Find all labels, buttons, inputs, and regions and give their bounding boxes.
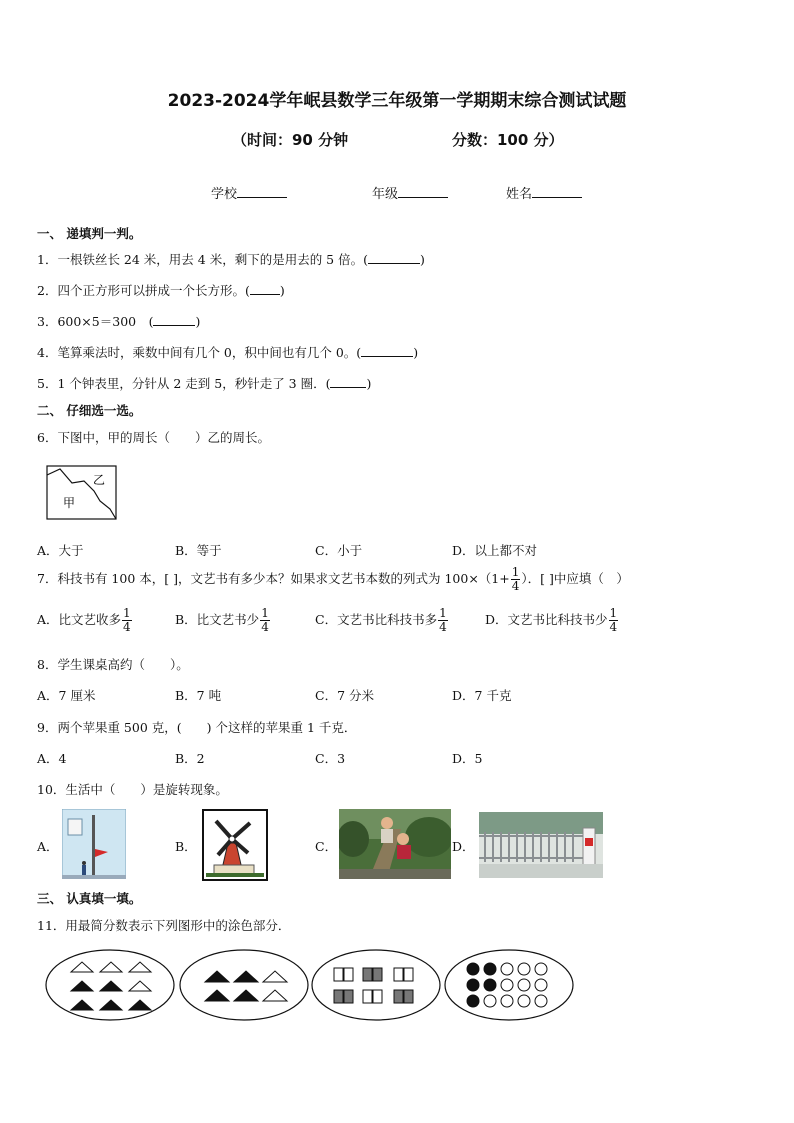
circles-figure [443,948,575,1022]
paren-close: ) [419,252,425,267]
q9-option-b[interactable]: B．2 [175,751,205,766]
school-blank[interactable] [237,185,287,198]
name-blank[interactable] [532,185,582,198]
q7-option-d[interactable]: D．文艺书比科技书少 $\frac{1}{4}$ [485,606,618,634]
triangles-figure-1 [44,948,176,1022]
triangles-figure-2 [178,948,310,1022]
question-2-text: 2．四个正方形可以拼成一个长方形。( [37,283,250,298]
gate-image [479,812,603,878]
fraction: $\frac{1}{4}$ [123,606,131,634]
answer-blank[interactable] [361,344,413,357]
fraction: $\frac{1}{4}$ [511,565,520,593]
question-4-text: 4．笔算乘法时，乘数中间有几个 0，积中间也有几个 0。( [37,345,362,360]
question-7-text: 7．科技书有 100 本，[ ]，文艺书有多少本？如果求文艺书本数的列式为 100×（1+ [37,571,510,586]
q6-option-b[interactable]: B．等于 [175,543,222,558]
question-2 [37,281,285,299]
exam-time: （时间：90 分钟 [232,131,349,149]
question-10: 10．生活中（ ）是旋转现象。 [37,782,228,797]
grade-blank[interactable] [398,185,448,198]
question-9: 9．两个苹果重 500 克，( ) 个这样的苹果重 1 千克． [37,720,357,735]
school-label: 学校 [211,187,238,202]
question-1 [37,250,425,268]
q8-option-a[interactable]: A．7 厘米 [37,688,96,703]
label-jia: 甲 [63,496,76,510]
flag-raising-image [62,809,126,879]
paren-close: ) [195,314,201,329]
q6-option-d[interactable]: D．以上都不对 [452,543,538,558]
section-3-heading: 三、 认真填一填。 [37,891,142,906]
question-4 [37,343,418,361]
name-field [506,183,582,202]
school-field [211,183,287,202]
paren-close: ) [279,283,285,298]
q9-option-d[interactable]: D．5 [452,751,483,766]
section-1-heading: 一、 递填判一判。 [37,226,142,241]
paren-close: ) [413,345,419,360]
q7-option-b[interactable]: B．比文艺书少 $\frac{1}{4}$ [175,606,269,634]
question-1-text: 1．一根铁丝长 24 米，用去 4 米，剩下的是用去的 5 倍。( [37,252,368,267]
question-3-text: 3．600×5＝300 ( [37,314,154,329]
grade-label: 年级 [372,187,399,202]
cylinders-figure [310,948,442,1022]
q10-option-a[interactable]: A． [37,839,59,854]
question-3 [37,312,200,330]
answer-blank[interactable] [153,313,195,326]
page-title: 2023-2024学年岷县数学三年级第一学期期末综合测试试题 [167,91,627,111]
shape-diagram [46,465,118,521]
q6-option-a[interactable]: A．大于 [37,543,84,558]
fraction: $\frac{1}{4}$ [609,606,618,634]
q10-option-b[interactable]: B． [175,839,197,854]
question-7 [37,566,629,593]
answer-blank[interactable] [330,375,366,388]
q8-option-c[interactable]: C．7 分米 [315,688,374,703]
question-6: 6．下图中，甲的周长（ ）乙的周长。 [37,430,270,445]
q9-option-a[interactable]: A．4 [37,751,67,766]
q6-option-c[interactable]: C．小于 [315,543,363,558]
windmill-image [202,809,268,881]
section-2-heading: 二、 仔细选一选。 [37,403,142,418]
fraction: $\frac{1}{4}$ [261,606,269,634]
answer-blank[interactable] [368,251,420,264]
question-8: 8．学生课桌高约（ ）。 [37,657,189,672]
q8-option-d[interactable]: D．7 千克 [452,688,512,703]
slide-image [339,809,451,879]
q10-option-c[interactable]: C． [315,839,338,854]
exam-score: 分数：100 分） [452,131,564,149]
question-11: 11．用最简分数表示下列图形中的涂色部分． [37,918,291,933]
q7-option-c[interactable]: C．文艺书比科技书多 $\frac{1}{4}$ [315,606,447,634]
label-yi: 乙 [93,473,106,487]
paren-close: ) [366,376,372,391]
q10-option-d[interactable]: D． [452,839,475,854]
answer-blank[interactable] [250,282,280,295]
question-7-tail: ）．[ ]中应填（ ） [521,571,629,586]
grade-field [372,183,448,202]
question-5 [37,374,371,392]
fraction: $\frac{1}{4}$ [439,606,447,634]
q9-option-c[interactable]: C．3 [315,751,346,766]
question-5-text: 5．1 个钟表里，分针从 2 走到 5，秒针走了 3 圈．( [37,376,331,391]
q8-option-b[interactable]: B．7 吨 [175,688,222,703]
name-label: 姓名 [506,187,533,202]
q7-option-a[interactable]: A．比文艺收多 $\frac{1}{4}$ [37,606,131,634]
